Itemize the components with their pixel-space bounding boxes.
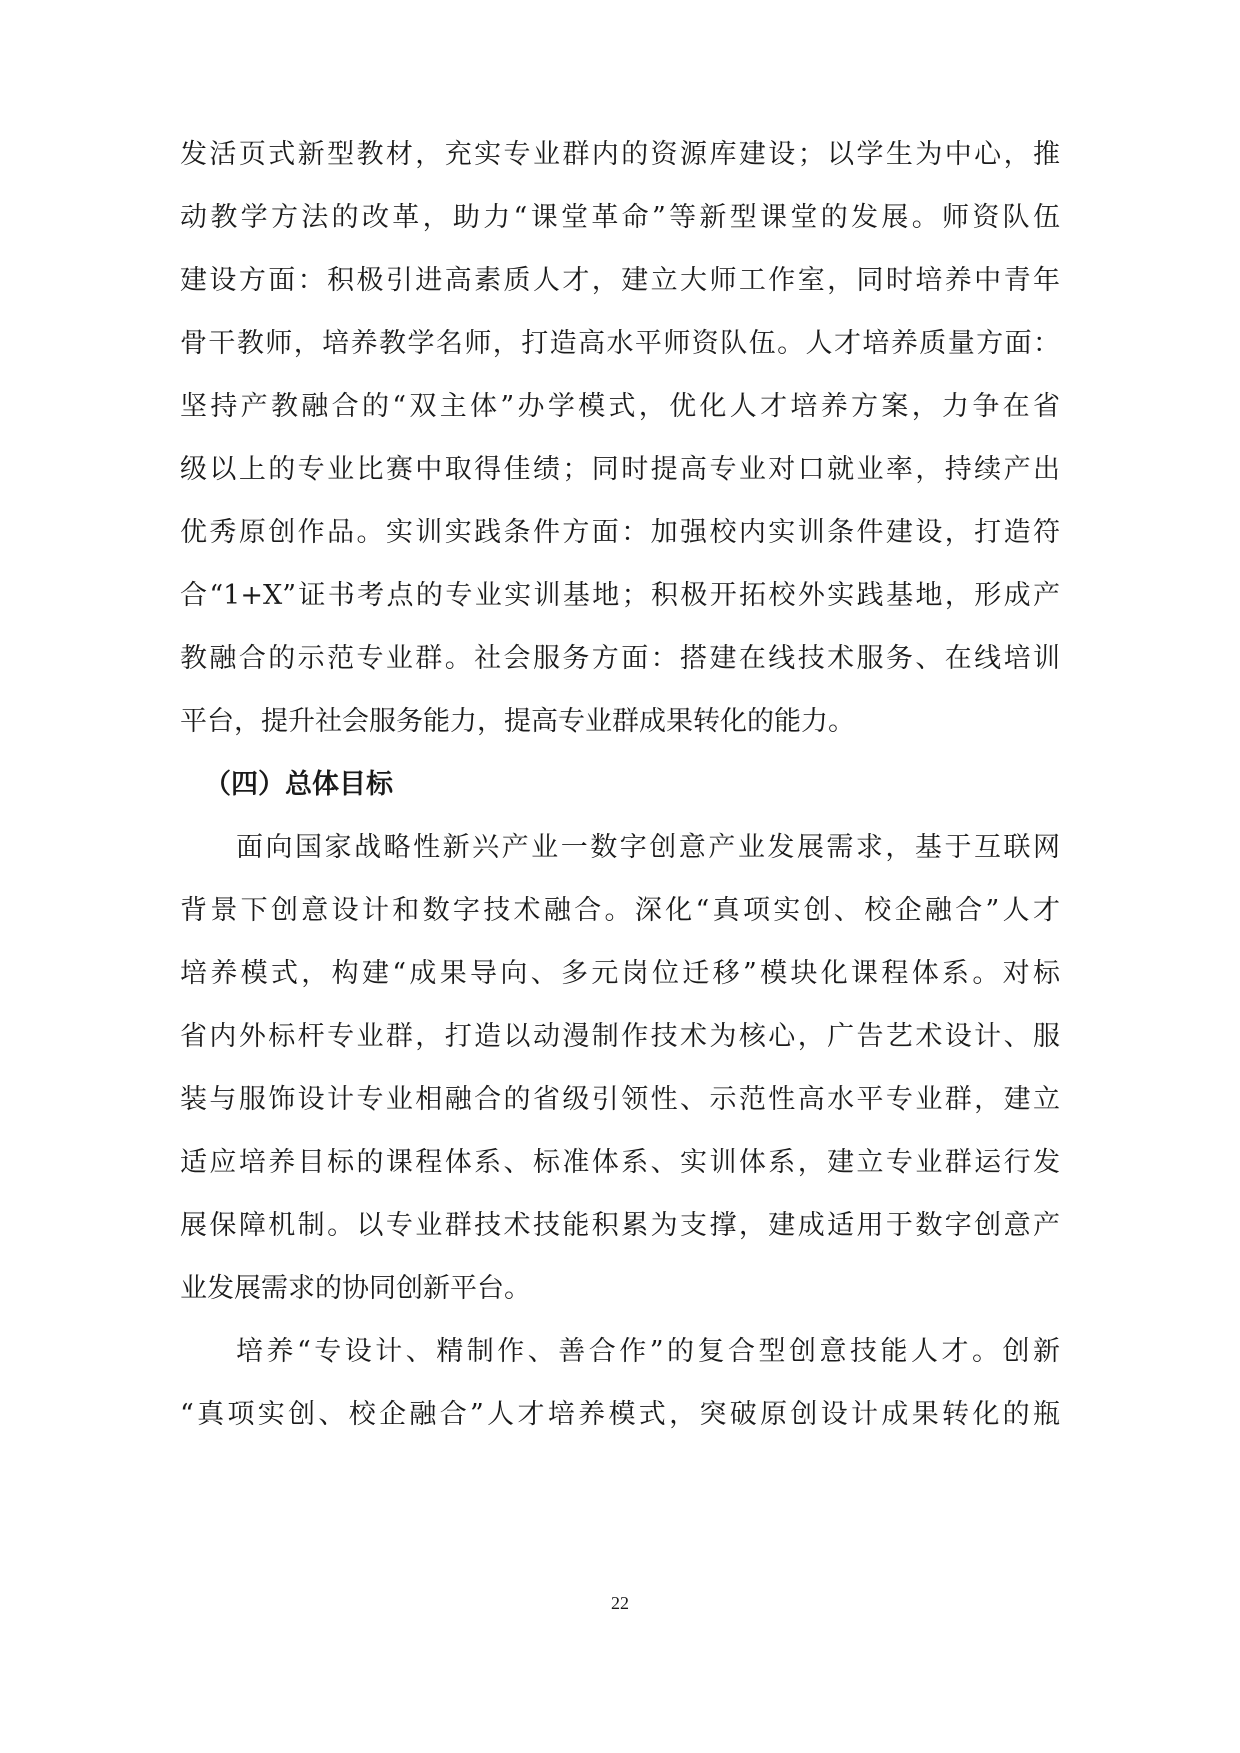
paragraph-line: 背景下创意设计和数字技术融合。深化“真项实创、校企融合”人才	[180, 895, 1060, 926]
paragraph-line: 面向国家战略性新兴产业一数字创意产业发展需求，基于互联网	[236, 832, 1060, 863]
paragraph-line: 省内外标杆专业群，打造以动漫制作技术为核心，广告艺术设计、服	[180, 1021, 1060, 1052]
paragraph-line: 培养“专设计、精制作、善合作”的复合型创意技能人才。创新	[236, 1336, 1060, 1367]
paragraph-line: 动教学方法的改革，助力“课堂革命”等新型课堂的发展。师资队伍	[180, 202, 1060, 233]
paragraph-line: 教融合的示范专业群。社会服务方面：搭建在线技术服务、在线培训	[180, 643, 1060, 674]
paragraph-line: 合“1+X”证书考点的专业实训基地；积极开拓校外实践基地，形成产	[180, 580, 1060, 611]
paragraph-line: 平台，提升社会服务能力，提高专业群成果转化的能力。	[180, 706, 855, 737]
paragraph-line: 展保障机制。以专业群技术技能积累为支撑，建成适用于数字创意产	[180, 1210, 1060, 1241]
paragraph-line: 建设方面：积极引进高素质人才，建立大师工作室，同时培养中青年	[180, 265, 1060, 296]
paragraph-line: 优秀原创作品。实训实践条件方面：加强校内实训条件建设，打造符	[180, 517, 1060, 548]
paragraph-line: 级以上的专业比赛中取得佳绩；同时提高专业对口就业率，持续产出	[180, 454, 1060, 485]
paragraph-line: 骨干教师，培养教学名师，打造高水平师资队伍。人才培养质量方面：	[180, 328, 1060, 359]
page-number: 22	[611, 1593, 629, 1613]
paragraph-line: 业发展需求的协同创新平台。	[180, 1273, 531, 1304]
paragraph-line: 装与服饰设计专业相融合的省级引领性、示范性高水平专业群，建立	[180, 1084, 1060, 1115]
paragraph-line: 发活页式新型教材，充实专业群内的资源库建设；以学生为中心，推	[180, 139, 1060, 170]
paragraph-line: 培养模式，构建“成果导向、多元岗位迁移”模块化课程体系。对标	[180, 958, 1060, 989]
section-heading: （四）总体目标	[204, 769, 393, 800]
paragraph-line: 坚持产教融合的“双主体”办学模式，优化人才培养方案，力争在省	[180, 391, 1060, 422]
paragraph-line: “真项实创、校企融合”人才培养模式，突破原创设计成果转化的瓶	[180, 1399, 1060, 1430]
paragraph-line: 适应培养目标的课程体系、标准体系、实训体系，建立专业群运行发	[180, 1147, 1060, 1178]
